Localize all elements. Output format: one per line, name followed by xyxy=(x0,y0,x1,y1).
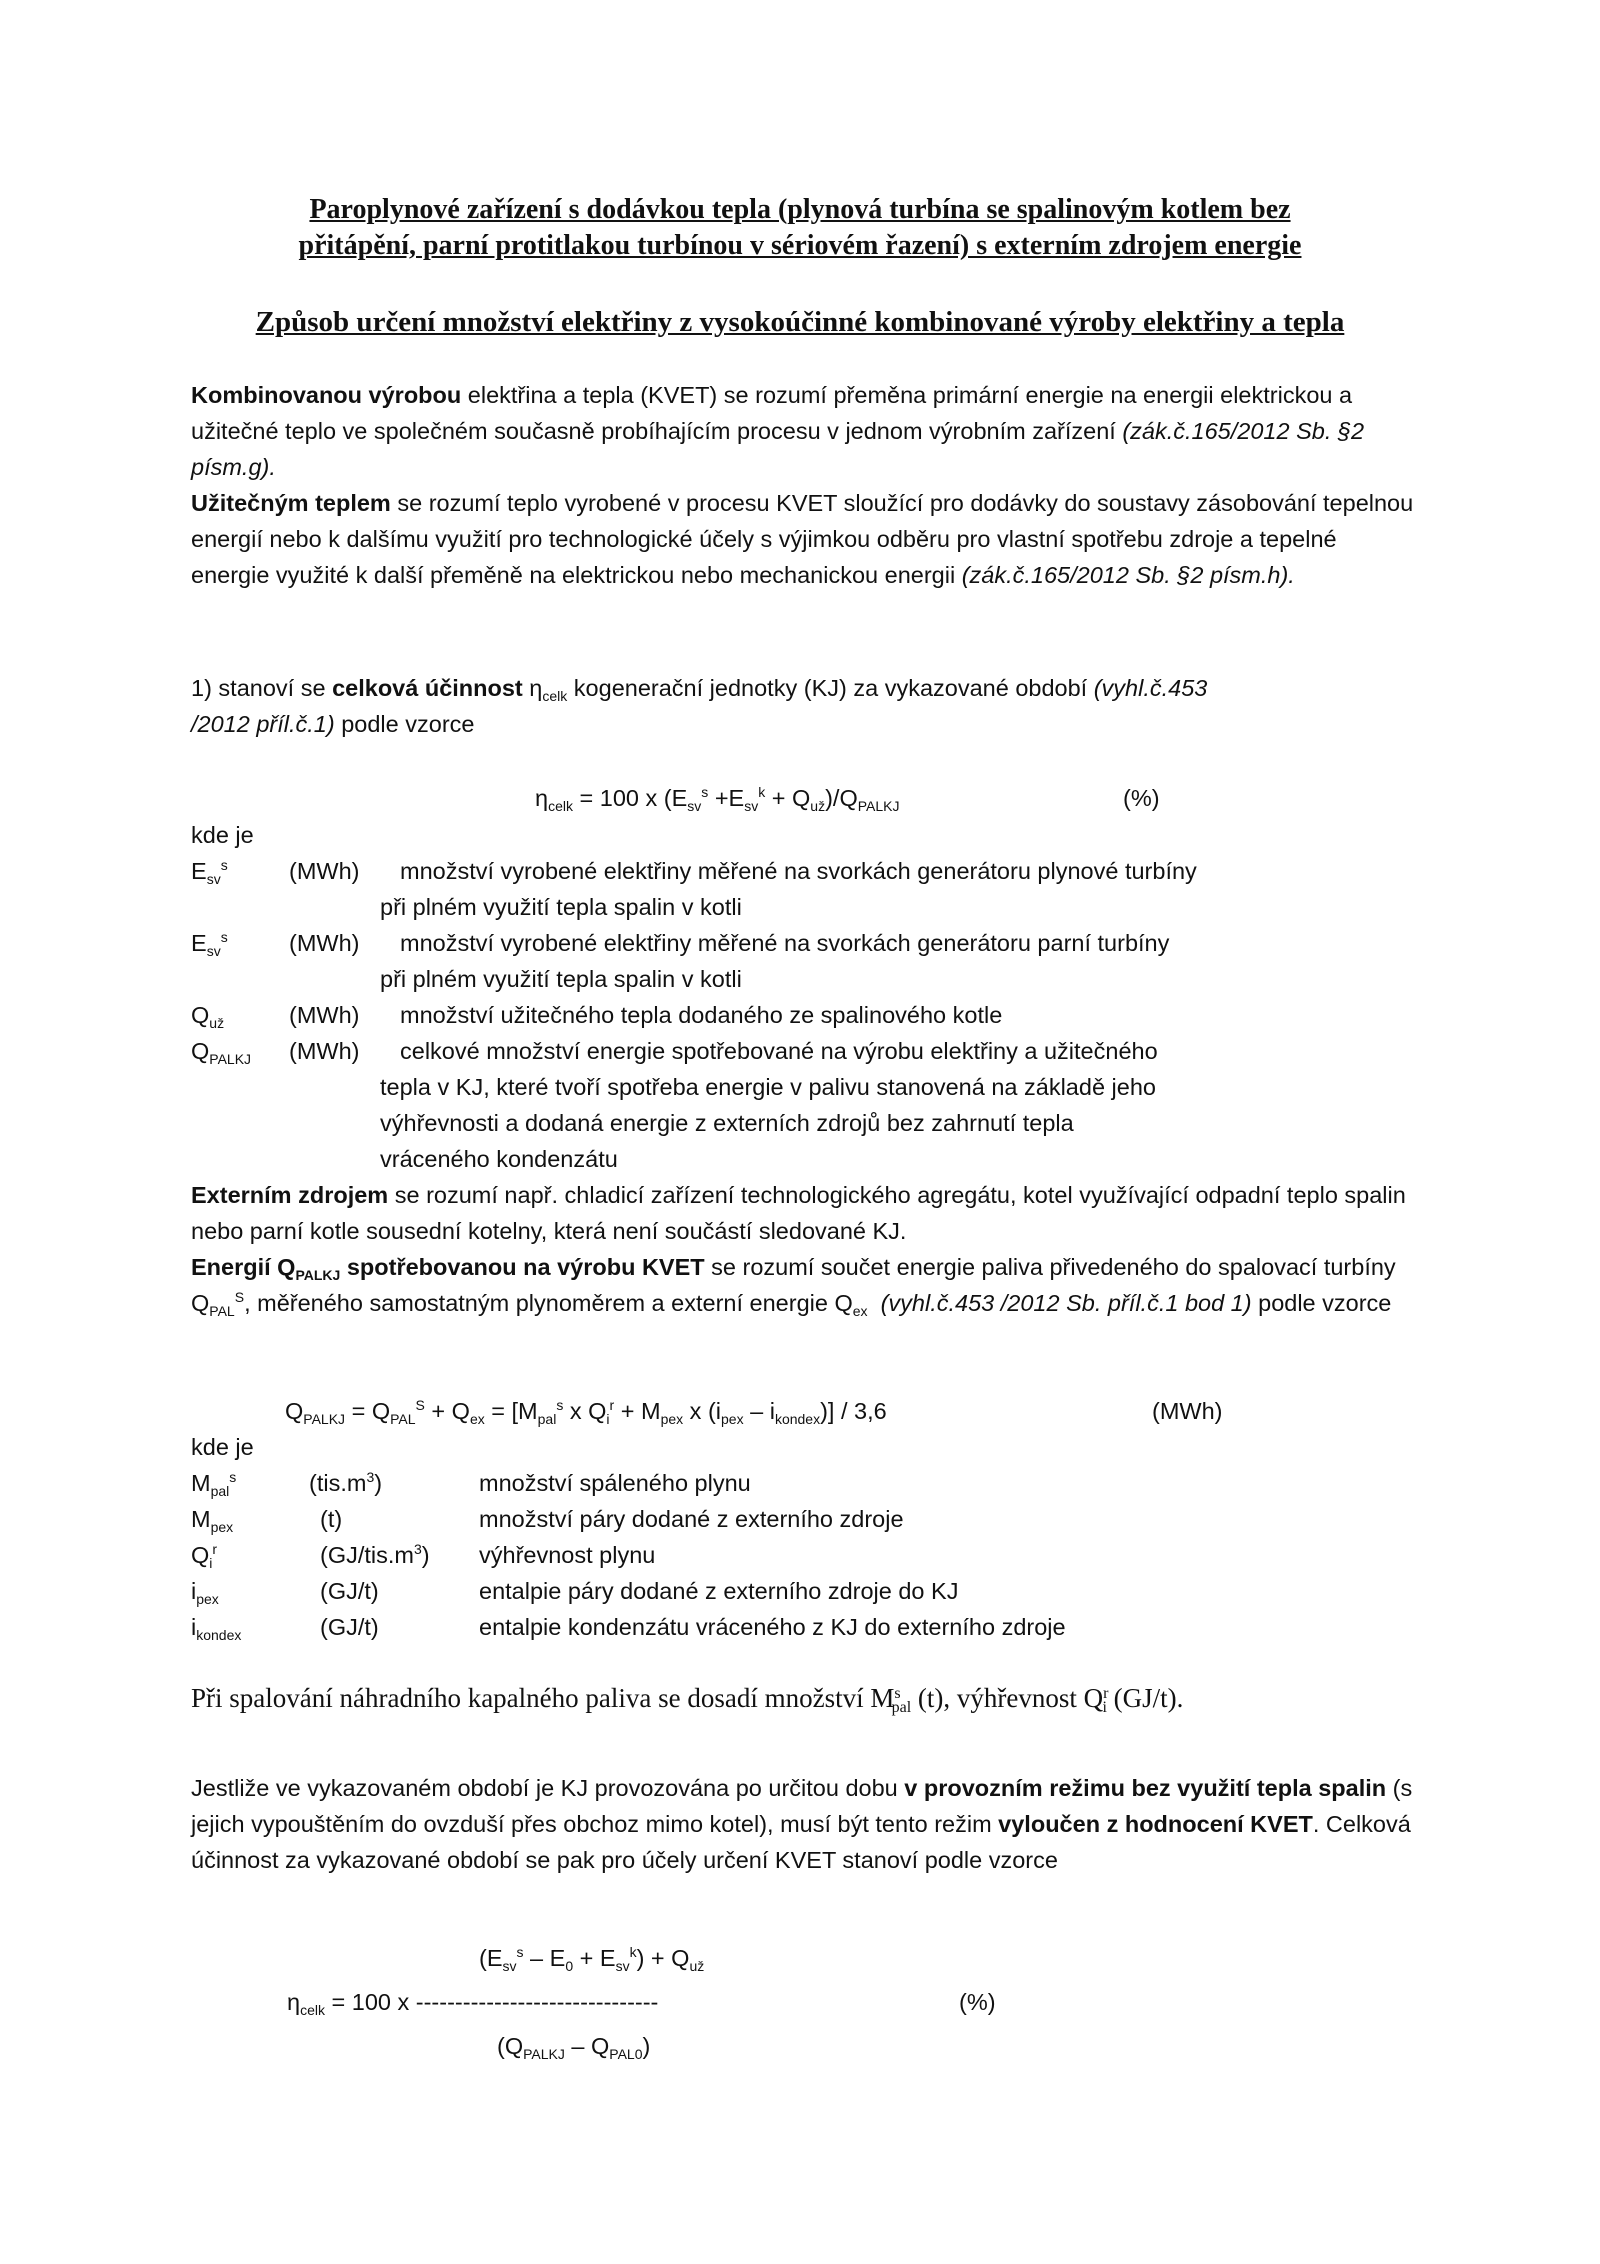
desc-ikondex: entalpie kondenzátu vráceného z KJ do externího zdroje xyxy=(479,1614,1066,1640)
kvet-reference: (zák.č.165/2012 Sb. §2 písm.g). xyxy=(191,418,1365,480)
title-line-2: přitápění, parní protitlakou turbínou v sériovém řazení) s externím zdrojem energie xyxy=(298,230,1302,261)
external-source-term: Externím zdrojem xyxy=(191,1182,389,1208)
total-efficiency-term: celková účinnost xyxy=(332,675,523,701)
useful-heat-definition: Užitečným teplem se rozumí teplo vyrobené v procesu KVET sloužící pro dodávky do soustavy zásobování tepelnou energií nebo k dalšímu využití pro technologické účely s výjimkou odběru pro vlastní spotřebu zdroje a tepelné energie využité k další přeměně na elektrickou nebo mechanickou energii (zák.č.165/2012 Sb. §2 písm.h). xyxy=(191,490,1414,588)
symbol-esv-steam: $E_{sv}^s$ xyxy=(191,929,228,959)
formula-3-denominator: $(Q_{PALKJ} - Q_{PAL0})$ xyxy=(497,2033,651,2062)
liquid-fuel-note: Při spalování náhradního kapalného paliva se dosadí množství $M^s_{pal}$ (t), výhřevnost $Q^r_i$ (GJ/t). xyxy=(191,1683,1184,1716)
unit-quz: (MWh) xyxy=(289,1002,360,1028)
symbol-quz: $Q_{už}$ xyxy=(191,1002,225,1031)
symbol-mpal: $M_{pal}^s$ xyxy=(191,1469,237,1499)
step-1-text: 1) stanoví se celková účinnost $\eta_{celk}$ kogenerační jednotky (KJ) za vykazované období (vyhl.č.453 /2012 příl.č.1) podle vzorce xyxy=(191,675,1208,737)
symbol-esv-gas: $E_{sv}^s$ xyxy=(191,857,228,887)
desc-esv-gas-2: při plném využití tepla spalin v kotli xyxy=(380,894,742,920)
energy-term: Energií $Q_{PALKJ}$ spotřebovanou na výrobu KVET xyxy=(191,1254,705,1283)
unit-ikondex: (GJ/t) xyxy=(320,1614,379,1640)
where-label: kde je xyxy=(191,822,254,848)
symbol-ipex: $i_{pex}$ xyxy=(191,1578,219,1607)
desc-ipex: entalpie páry dodané z externího zdroje do KJ xyxy=(479,1578,959,1604)
desc-esv-steam-1: množství vyrobené elektřiny měřené na svorkách generátoru parní turbíny xyxy=(400,930,1170,956)
bypass-mode-paragraph: Jestliže ve vykazovaném období je KJ provozována po určitou dobu v provozním režimu bez využití tepla spalin (s jejich vypouštěním do ovzduší přes obchoz mimo kotel), musí být tento režim vyloučen z hodnocení KVET. Celková účinnost za vykazované období se pak pro účely určení KVET stanoví podle vzorce xyxy=(191,1775,1413,1873)
formula-3-main: $\eta_{celk} = 100$ x ------------------------------- xyxy=(287,1989,659,2018)
desc-mpal: množství spáleného plynu xyxy=(479,1470,751,1496)
formula-1-unit: (%) xyxy=(1123,785,1160,811)
desc-qpalkj-4: vráceného kondenzátu xyxy=(380,1146,618,1172)
symbol-ikondex: $i_{kondex}$ xyxy=(191,1614,242,1643)
formula-2-unit: (MWh) xyxy=(1152,1398,1223,1424)
useful-heat-reference: (zák.č.165/2012 Sb. §2 písm.h). xyxy=(961,562,1295,588)
desc-quz: množství užitečného tepla dodaného ze spalinového kotle xyxy=(400,1002,1003,1028)
formula-total-efficiency: $\eta_{celk} = 100$ x $(E_{sv}^s +E_{sv}^k + Q_{už})/Q_{PALKJ}$ xyxy=(535,784,900,814)
unit-esv-gas: (MWh) xyxy=(289,858,360,884)
desc-esv-gas-1: množství vyrobené elektřiny měřené na svorkách generátoru plynové turbíny xyxy=(400,858,1197,884)
unit-esv-steam: (MWh) xyxy=(289,930,360,956)
formula-3-numerator: $(E_{sv}^s - E_0 + E_{sv}^k) + Q_{už}$ xyxy=(479,1944,705,1974)
unit-mpex: (t) xyxy=(320,1506,343,1532)
unit-mpal: $(tis.m^3)$ xyxy=(309,1469,383,1496)
document-subtitle: Způsob určení množství elektřiny z vysokoúčinné kombinované výroby elektřiny a tepla xyxy=(255,306,1345,338)
excluded-term: vyloučen z hodnocení KVET xyxy=(998,1811,1313,1837)
desc-qpalkj-3: výhřevnosti a dodaná energie z externích zdrojů bez zahrnutí tepla xyxy=(380,1110,1074,1136)
unit-qi: $(GJ/tis.m^3)$ xyxy=(320,1541,430,1568)
unit-qpalkj: (MWh) xyxy=(289,1038,360,1064)
useful-heat-term: Užitečným teplem xyxy=(191,490,391,516)
document-title xyxy=(0,192,1600,264)
bypass-mode-term: v provozním režimu bez využití tepla spalin xyxy=(904,1775,1387,1801)
external-source-definition: Externím zdrojem se rozumí např. chladicí zařízení technologického agregátu, kotel využívající odpadní teplo spalin nebo parní kotle sousední kotelny, která není součástí sledované KJ. Energií $Q_{PALKJ}$ spotřebovanou na výrobu KVET se rozumí součet energie paliva přivedeného do spalovací turbíny $Q_{PAL}^S$, měřeného samostatným plynoměrem a externí energie $Q_{ex}$ (vyhl.č.453 /2012 Sb. příl.č.1 bod 1) podle vzorce xyxy=(191,1182,1406,1319)
energy-reference: (vyhl.č.453 /2012 Sb. příl.č.1 bod 1) xyxy=(880,1290,1252,1316)
symbol-qi: $Q_i^r$ xyxy=(191,1541,218,1571)
title-line-1: Paroplynové zařízení s dodávkou tepla (plynová turbína se spalinovým kotlem bez xyxy=(309,194,1291,225)
where-label-2: kde je xyxy=(191,1434,254,1460)
symbol-qpalkj: $Q_{PALKJ}$ xyxy=(191,1038,252,1067)
desc-qpalkj-1: celkové množství energie spotřebované na výrobu elektřiny a užitečného xyxy=(400,1038,1158,1064)
desc-mpex: množství páry dodané z externího zdroje xyxy=(479,1506,904,1532)
formula-fuel-energy: $Q_{PALKJ} = Q_{PAL}^S + Q_{ex} = [M_{pal}^s$ x $Q_i^r + M_{pex}$ x $(i_{pex} - i_{kondex})] / 3,6$ xyxy=(285,1397,887,1427)
desc-qi: výhřevnost plynu xyxy=(479,1542,656,1568)
kvet-definition: Kombinovanou výrobou elektřina a tepla (KVET) se rozumí přeměna primární energie na energii elektrickou a užitečné teplo ve společném současně probíhajícím procesu v jednom výrobním zařízení (zák.č.165/2012 Sb. §2 písm.g). xyxy=(191,382,1365,480)
formula-3-unit: (%) xyxy=(959,1989,996,2015)
kvet-term: Kombinovanou výrobou xyxy=(191,382,462,408)
desc-esv-steam-2: při plném využití tepla spalin v kotli xyxy=(380,966,742,992)
symbol-mpex: $M_{pex}$ xyxy=(191,1506,234,1535)
unit-ipex: (GJ/t) xyxy=(320,1578,379,1604)
desc-qpalkj-2: tepla v KJ, které tvoří spotřeba energie v palivu stanovená na základě jeho xyxy=(380,1074,1156,1100)
